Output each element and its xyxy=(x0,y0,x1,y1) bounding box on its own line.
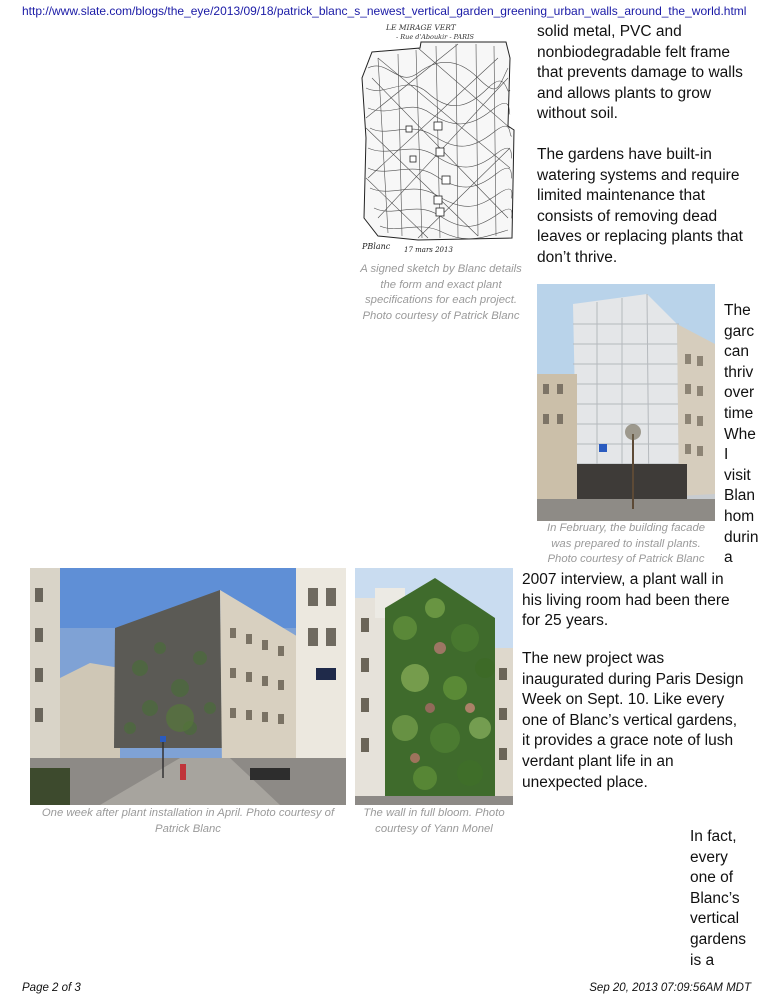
sketch-signature-date: 17 mars 2013 xyxy=(404,246,453,254)
paragraph-watering: The gardens have built-in watering systems and require limited maintenance that consists of removing dead leaves or replacing plants that don’t thrive. xyxy=(537,146,743,266)
full-bloom-photo xyxy=(355,568,513,805)
print-timestamp: Sep 20, 2013 07:09:56AM MDT xyxy=(589,982,751,994)
paragraph-in-fact: In fact, every one of Blanc’s vertical gardens is a xyxy=(690,828,747,969)
full-bloom-caption: The wall in full bloom. Photo courtesy of Yann Monel xyxy=(363,807,505,835)
february-caption: In February, the building facade was prepared to install plants. Photo courtesy of Patrick Blanc xyxy=(546,522,706,565)
sketch-image xyxy=(358,18,518,258)
sketch-caption: A signed sketch by Blanc details the form and exact plant specifications for each project. Photo courtesy of Patrick Blanc xyxy=(360,263,522,322)
svg-text:PBlanc: PBlanc xyxy=(362,242,391,251)
paragraph-interview-wide: 2007 interview, a plant wall in his living room had been there for 25 years. xyxy=(522,571,730,630)
one-week-after-photo xyxy=(30,568,346,805)
paragraph-inauguration: The new project was inaugurated during Paris Design Week on Sept. 10. Like every one of Blanc’s vertical gardens, it provides a grace note of lush verdant plant life in an unexpected place. xyxy=(522,650,744,791)
paragraph-interview-narrow: The garc can thriv over time Whe I visit Blan hom durin a xyxy=(724,302,759,567)
sketch-title: LE MIRAGE VERT xyxy=(386,23,456,32)
paragraph-frame: solid metal, PVC and nonbiodegradable felt frame that prevents damage to walls and allows plants to grow without soil. xyxy=(537,23,743,123)
one-week-caption: One week after plant installation in April. Photo courtesy of Patrick Blanc xyxy=(41,807,335,835)
february-facade-photo xyxy=(537,284,715,521)
sketch-subtitle: - Rue d'Aboukir - PARIS xyxy=(396,33,474,41)
page-number: Page 2 of 3 xyxy=(22,982,81,994)
source-url[interactable]: http://www.slate.com/blogs/the_eye/2013/09/18/patrick_blanc_s_newest_vertical_garden_greening_urban_walls_around_the_world.html xyxy=(22,4,747,18)
